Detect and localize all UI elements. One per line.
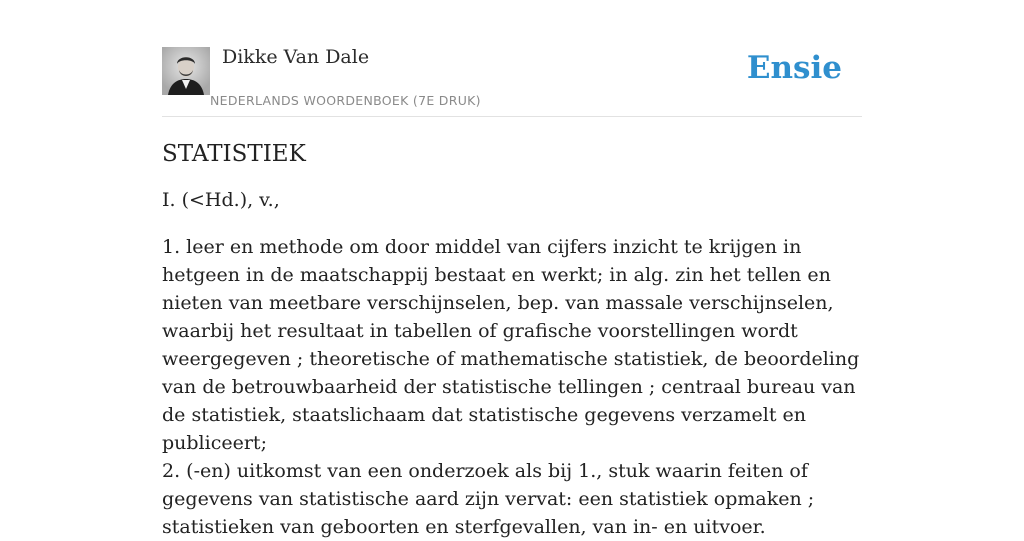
entry-grammar: I. (<Hd.), v., — [162, 189, 280, 211]
portrait-icon — [162, 47, 210, 95]
ensie-logo[interactable]: Ensie — [746, 50, 842, 86]
source-subtitle: NEDERLANDS WOORDENBOEK (7E DRUK) — [210, 93, 481, 108]
source-header — [162, 44, 862, 117]
entry-headword: STATISTIEK — [162, 141, 306, 167]
entry-definition-1: 1. leer en methode om door middel van cijfers inzicht te krijgen in hetgeen in de maatschappij bestaat en werkt; in alg. zin het tellen en nieten van meetbare verschijnselen, bep. van massale verschijnselen, waarbij het resultaat in tabellen of grafische voorstellingen wordt weergegeven ; theoretische of mathematische statistiek, de beoordeling van de betrouwbaarheid der statistische tellingen ; centraal bureau van de statistiek, staatslichaam dat statistische gegevens verzamelt en publiceert; — [162, 236, 860, 454]
entry-definition-2: 2. (-en) uitkomst van een onderzoek als bij 1., stuk waarin feiten of gegevens van statistische aard zijn vervat: een statistiek opmaken ; statistieken van geboorten en sterfgevallen, van in- en uitvoer. — [162, 460, 815, 538]
dictionary-entry — [162, 138, 862, 541]
avatar[interactable] — [162, 47, 210, 95]
source-name[interactable]: Dikke Van Dale — [222, 46, 370, 68]
